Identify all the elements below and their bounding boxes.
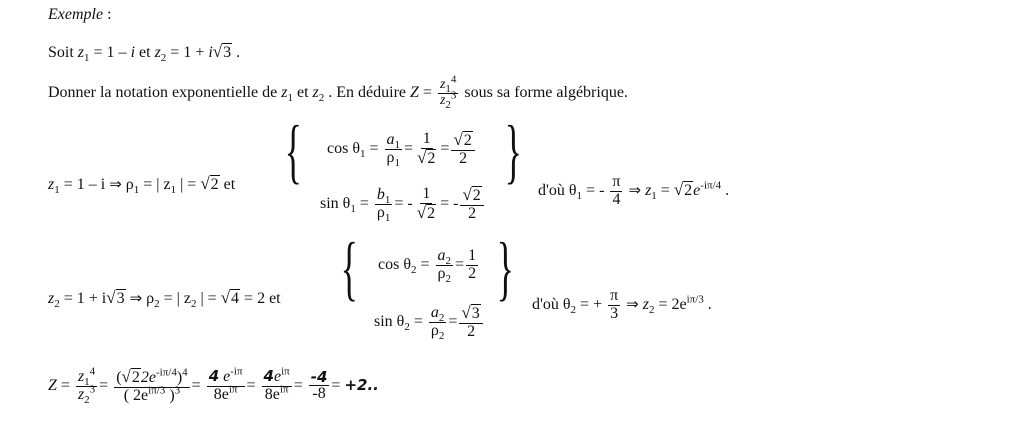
statement-line: Soit $z_1 = 1 - i$ et $z_2 = 1 + i√3$ . [48, 42, 241, 65]
example-heading: Exemple : [48, 6, 112, 23]
handwritten-result: +2 [344, 375, 368, 394]
left-brace-1: { [284, 111, 302, 191]
left-brace-2: { [340, 228, 358, 308]
z1-line: $z_1 = 1 - i$ ⇒ $\rho_1$ = | $z_1$ | = √2 et [48, 174, 236, 197]
sin-theta1: $\sin \theta_1$ = $\frac{b_1}{\rho_1}$ = - $\frac{1}{√2}$ = - $\frac{√2}{2}$ [320, 186, 486, 223]
cos-theta2: $\cos \theta_2$ = $\frac{a_2}{\rho_2}$ = $\frac{1}{2}$ [378, 247, 477, 285]
z1-result: d'où $\theta_1$ = - $\frac{\pi}{4}$ ⇒ $z_1 = √2e^{-i\pi/4}$ . [538, 173, 730, 208]
sqrt3: √3 [212, 42, 232, 61]
z2-result: d'où $\theta_2$ = + $\frac{\pi}{3}$ ⇒ $z_2 = 2e^{i\pi/3}$ . [532, 287, 712, 322]
right-brace-2: } [496, 228, 514, 308]
example-label: Exemple [48, 6, 104, 23]
cos-theta1: $\cos \theta_1$ = $\frac{a_1}{\rho_1}$ = $\frac{1}{√2}$ = $\frac{√2}{2}$ [327, 131, 477, 168]
sin-theta2: $\sin \theta_2$ = $\frac{a_2}{\rho_2}$ = $\frac{√3}{2}$ [374, 304, 485, 341]
right-brace-1: } [504, 111, 522, 191]
implies-arrow: ⇒ [109, 175, 122, 193]
final-computation: Z = $\frac{z_1^4}{z_2^3}$ = $\frac{(√22e^{-i\pi/4})^4}{( 2e^{i\pi/3} )^3}$ = $\frac{4 e^{-i\pi}}{8e^{i\pi}}$ = $\frac{4e^{i\pi}}{8e^{i\pi}}$ = $\frac{-4}{-8}$ = +2.. [48, 365, 379, 406]
z-fraction: $\frac{z_1^4}{z_2^3}$ [439, 73, 457, 111]
question-line: Donner la notation exponentielle de $z_1$ et $z_2$ . En déduire Z = $\frac{z_1^4}{z_2^3}$ sous sa forme algébrique. [48, 73, 628, 111]
z2-line: $z_2 = 1 + i√3$ ⇒ $\rho_2$ = | $z_2$ | = √4 = 2 et [48, 288, 281, 311]
